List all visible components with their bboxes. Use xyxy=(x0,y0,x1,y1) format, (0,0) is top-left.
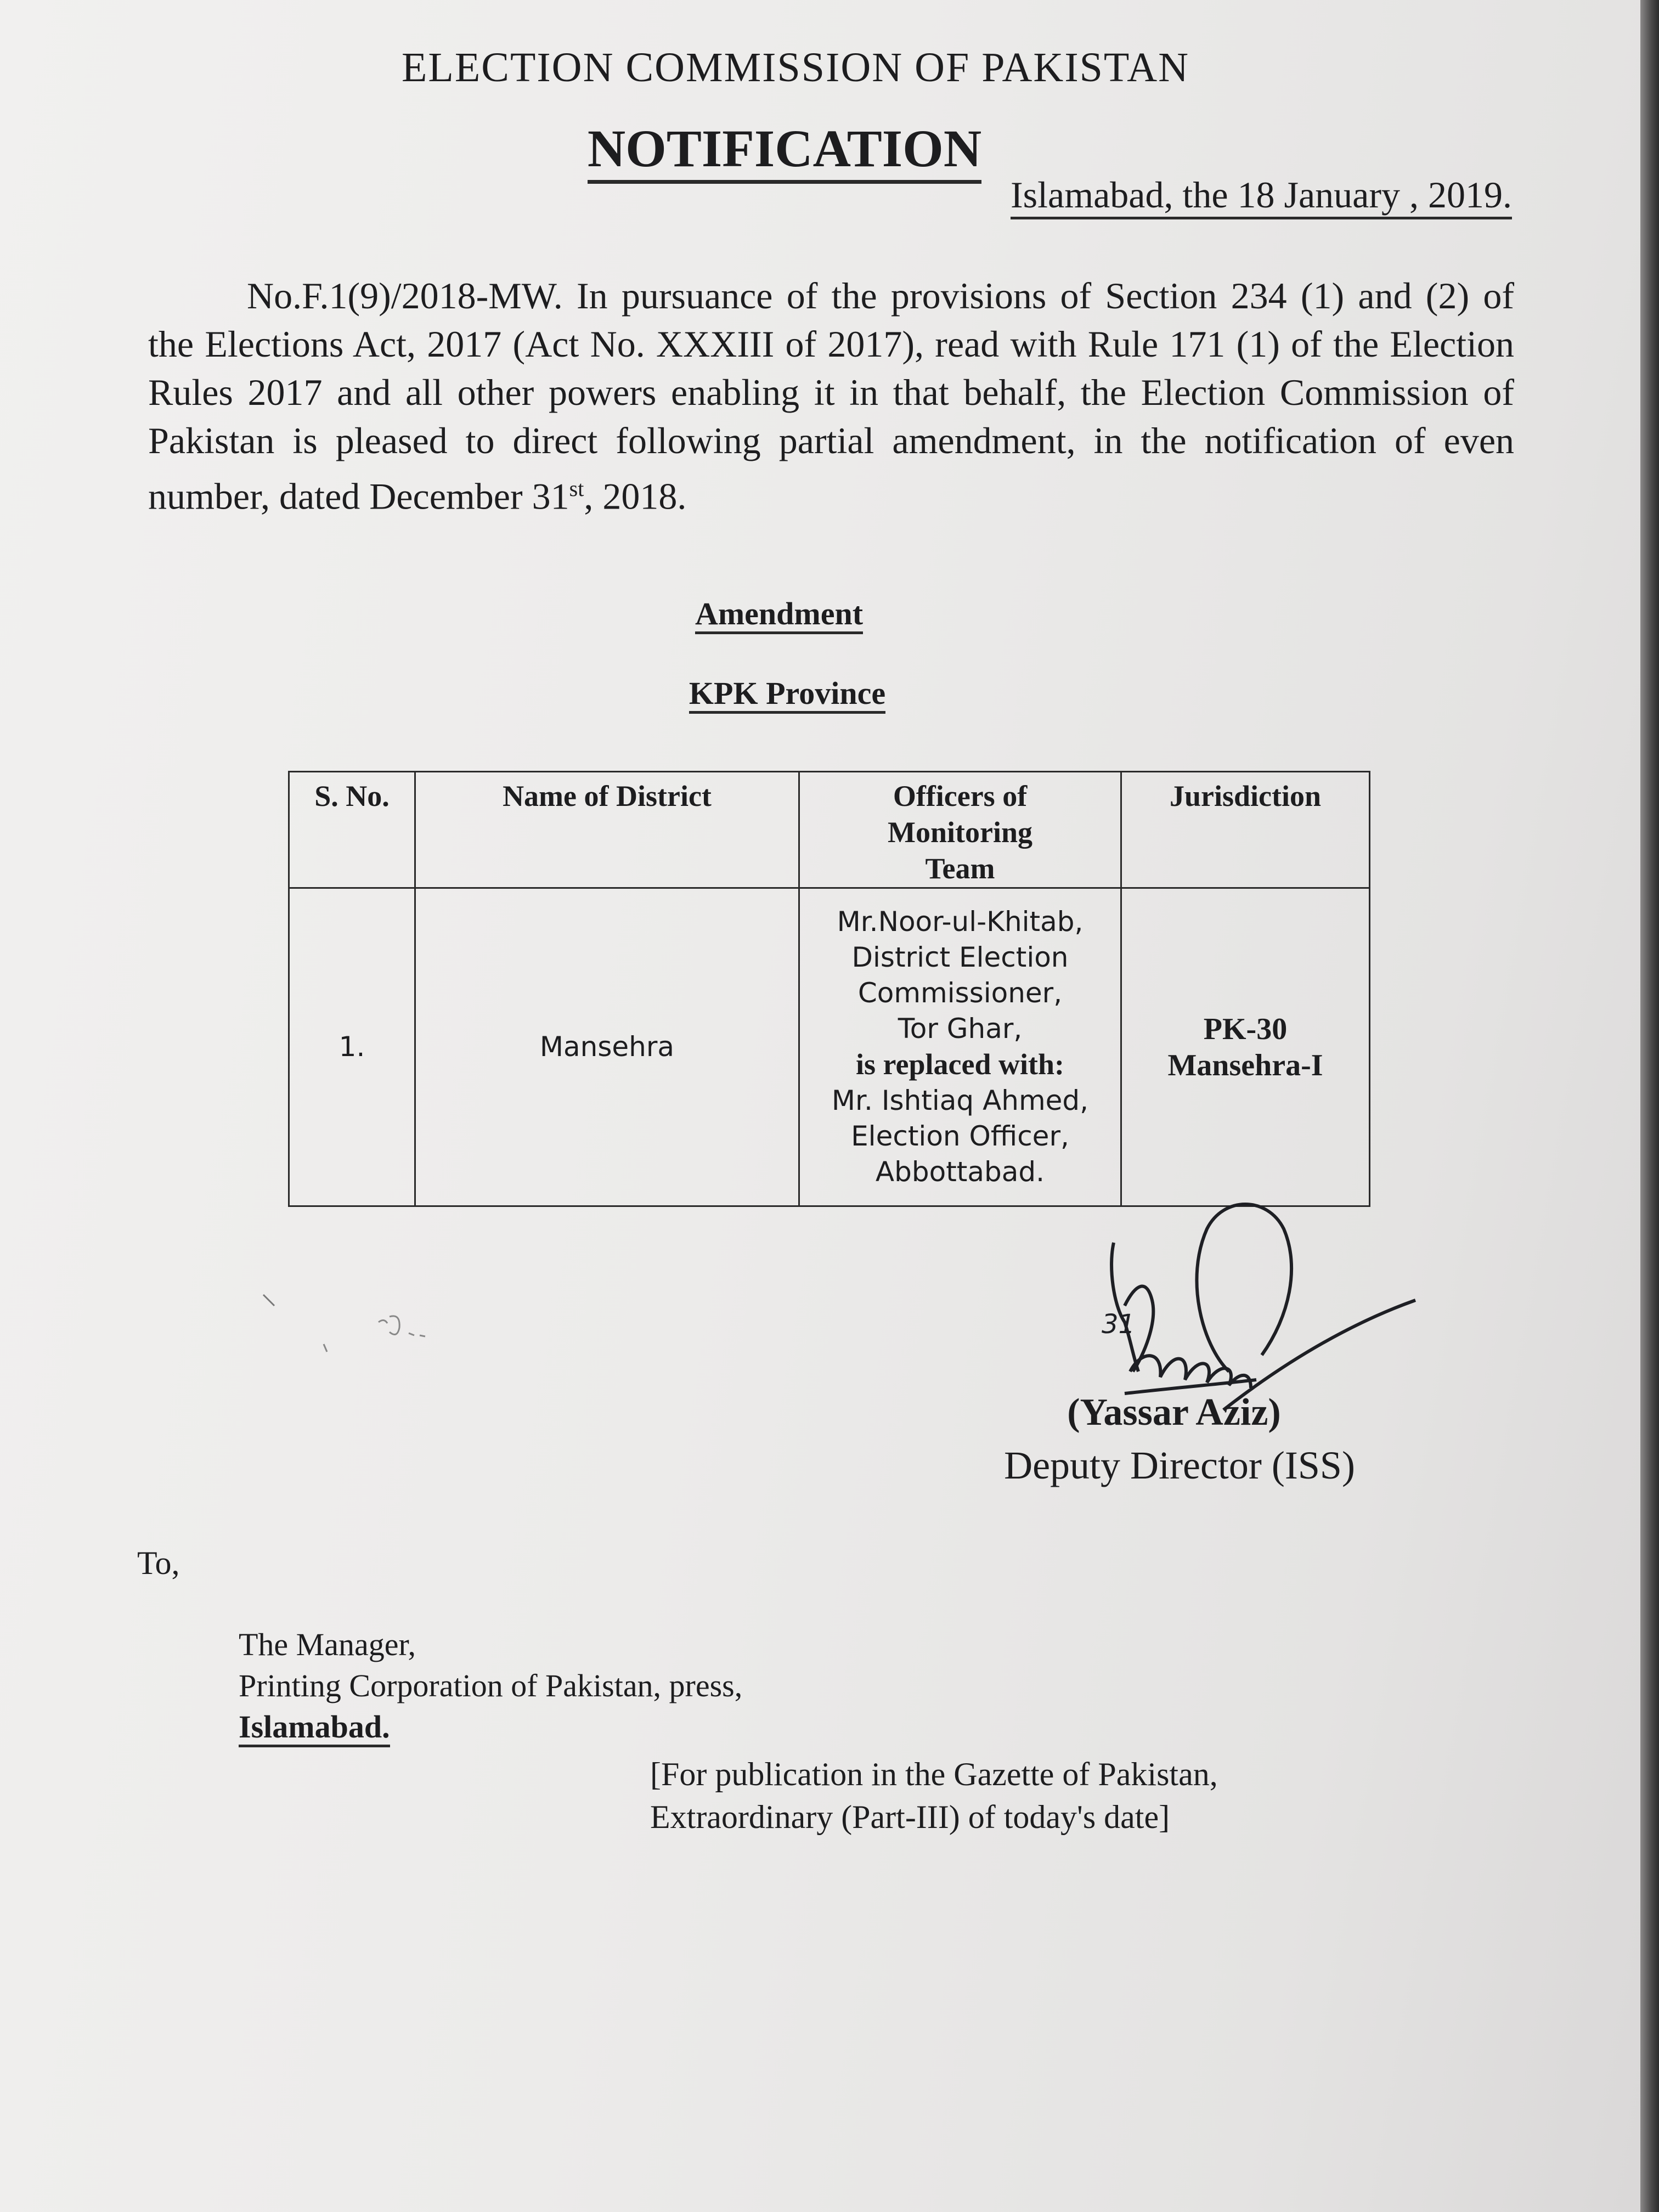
stray-marks xyxy=(258,1284,488,1393)
address-line: The Manager, xyxy=(239,1627,416,1662)
amendment-table xyxy=(288,771,1370,1207)
paragraph-ordinal: st xyxy=(569,476,584,501)
notification-title xyxy=(0,118,1569,179)
cell-sno: 1. xyxy=(289,888,415,1206)
amendment-heading-text: Amendment xyxy=(695,596,863,634)
date-line xyxy=(1011,173,1512,217)
province-heading xyxy=(0,675,1575,712)
signatory-designation: Deputy Director (ISS) xyxy=(1004,1443,1355,1487)
signature-initial-mark: 31 xyxy=(1102,1309,1136,1340)
cell-officers xyxy=(799,888,1121,1206)
publication-note xyxy=(650,1753,1218,1838)
to-label: To, xyxy=(137,1545,180,1581)
notification-paragraph xyxy=(148,272,1514,521)
address-line: Printing Corporation of Pakistan, press, xyxy=(239,1668,743,1703)
header-district: Name of District xyxy=(415,772,799,888)
table-row xyxy=(289,888,1370,1206)
recipient-address xyxy=(239,1624,742,1747)
province-heading-text: KPK Province xyxy=(689,675,885,714)
officer-old-line: Tor Ghar, xyxy=(898,1013,1023,1045)
officer-old-line: Commissioner, xyxy=(857,977,1063,1009)
paragraph-end: , 2018. xyxy=(584,475,687,517)
date-line-text: Islamabad, the 18 January , 2019. xyxy=(1011,174,1512,219)
officer-new-line: Mr. Ishtiaq Ahmed, xyxy=(831,1085,1089,1116)
publication-note-line: Extraordinary (Part-III) of today's date] xyxy=(650,1799,1170,1835)
officer-old-line: Mr.Noor-ul-Khitab, xyxy=(837,906,1084,938)
amendment-heading xyxy=(0,595,1558,632)
notification-title-text: NOTIFICATION xyxy=(588,119,981,184)
publication-note-line: [For publication in the Gazette of Pakistan, xyxy=(650,1756,1218,1792)
officer-old-line: District Election xyxy=(851,941,1069,973)
jurisdiction-line: PK-30 xyxy=(1203,1012,1288,1046)
signatory-name: (Yassar Aziz) xyxy=(1067,1391,1281,1434)
officer-new-line: Election Officer, xyxy=(851,1120,1069,1152)
table-header-row xyxy=(289,772,1370,888)
jurisdiction-line: Mansehra-I xyxy=(1167,1048,1323,1082)
organization-heading: ELECTION COMMISSION OF PAKISTAN xyxy=(401,44,1189,91)
page-edge-shadow xyxy=(1640,0,1659,2212)
header-officers xyxy=(799,772,1121,888)
header-jurisdiction: Jurisdiction xyxy=(1121,772,1370,888)
cell-district: Mansehra xyxy=(415,888,799,1206)
paragraph-main: No.F.1(9)/2018-MW. In pursuance of the provisions of Section 234 (1) and (2) of the Elections Act, 2017 (Act No. XXXIII of 2017), read with Rule 171 (1) of the Election Rules 2017 and all other powers enabling it in that behalf, the Election Commission of Pakistan is pleased to direct following partial amendment, in the notification of even number, dated December 31 xyxy=(148,275,1514,517)
header-sno: S. No. xyxy=(289,772,415,888)
replaced-label: is replaced with: xyxy=(856,1048,1064,1081)
header-officers-text: Officers of Monitoring Team xyxy=(888,780,1032,885)
address-city: Islamabad. xyxy=(239,1709,390,1747)
officer-new-line: Abbottabad. xyxy=(875,1156,1045,1188)
cell-jurisdiction xyxy=(1121,888,1370,1206)
